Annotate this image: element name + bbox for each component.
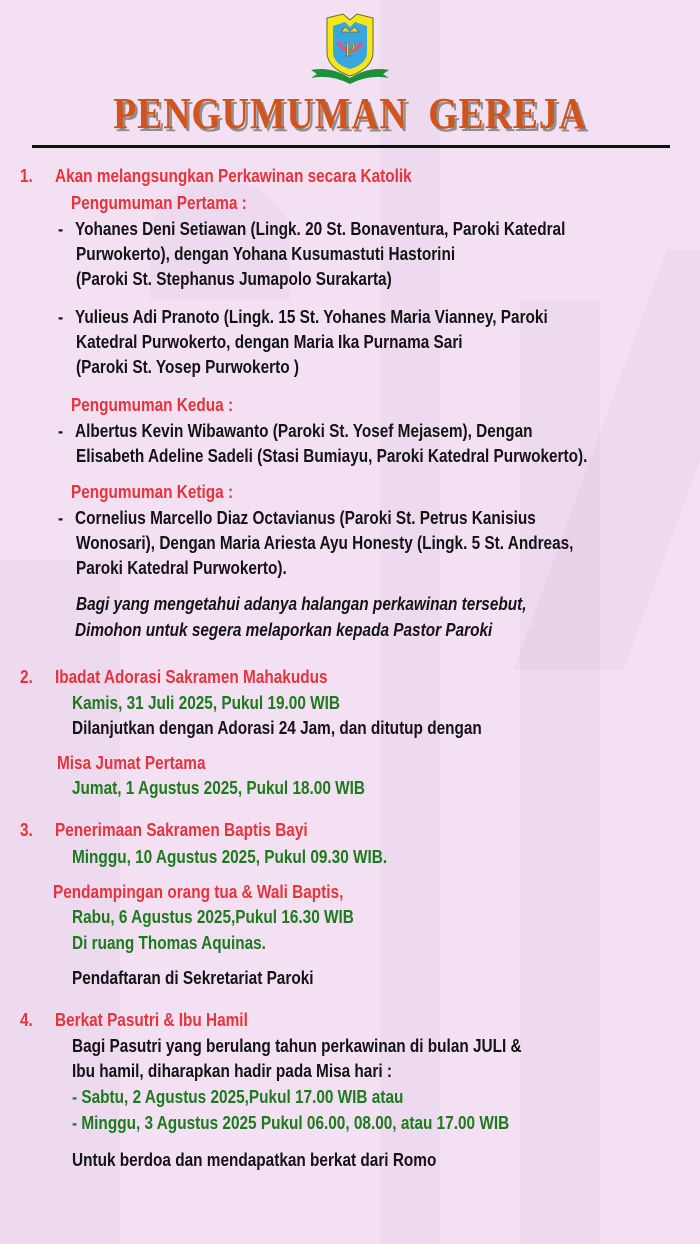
entry-line: Yulieus Adi Pranoto (Lingk. 15 St. Yohanes Maria Vianney, Paroki <box>75 306 548 327</box>
section-heading: Ibadat Adorasi Sakramen Mahakudus <box>55 666 328 687</box>
sub-schedule: Rabu, 6 Agustus 2025,Pukul 16.30 WIB <box>72 906 354 927</box>
entry-line: (Paroki St. Stephanus Jumapolo Surakarta) <box>76 268 392 289</box>
entry-line: Katedral Purwokerto, dengan Maria Ika Purnama Sari <box>76 331 463 352</box>
sub-location: Di ruang Thomas Aquinas. <box>72 932 266 953</box>
section-heading: Penerimaan Sakramen Baptis Bayi <box>55 819 308 840</box>
registration-note: Pendaftaran di Sekretariat Paroki <box>72 967 314 988</box>
entry-line: Wonosari), Dengan Maria Ariesta Ayu Honesty (Lingk. 5 St. Andreas, <box>76 532 574 553</box>
schedule: Minggu, 10 Agustus 2025, Pukul 09.30 WIB. <box>72 846 388 867</box>
announcement-label: Pengumuman Ketiga : <box>71 481 234 502</box>
entry-line: Paroki Katedral Purwokerto). <box>76 557 287 578</box>
entry-line: Cornelius Marcello Diaz Octavianus (Paroki St. Petrus Kanisius <box>75 507 536 528</box>
schedule: - Minggu, 3 Agustus 2025 Pukul 06.00, 08.00, atau 17.00 WIB <box>72 1112 510 1133</box>
entry-line: Purwokerto), dengan Yohana Kusumastuti Hastorini <box>76 243 456 264</box>
bullet: - <box>58 218 64 239</box>
section-heading: Akan melangsungkan Perkawinan secara Katolik <box>55 165 412 186</box>
schedule: Kamis, 31 Juli 2025, Pukul 19.00 WIB <box>72 692 340 713</box>
objection-note: Bagi yang mengetahui adanya halangan perkawinan tersebut, <box>76 593 527 614</box>
bullet: - <box>58 420 64 441</box>
sub-schedule: Jumat, 1 Agustus 2025, Pukul 18.00 WIB <box>72 777 365 798</box>
section-number: 2. <box>20 666 33 687</box>
sub-heading: Misa Jumat Pertama <box>57 752 206 773</box>
announcement-label: Pengumuman Pertama : <box>71 192 247 213</box>
closing-note: Untuk berdoa dan mendapatkan berkat dari Romo <box>72 1149 437 1170</box>
entry-line: Yohanes Deni Setiawan (Lingk. 20 St. Bonaventura, Paroki Katedral <box>75 218 566 239</box>
section-heading: Berkat Pasutri & Ibu Hamil <box>55 1009 248 1030</box>
title-divider <box>32 145 670 148</box>
detail: Dilanjutkan dengan Adorasi 24 Jam, dan ditutup dengan <box>72 717 482 738</box>
objection-note: Dimohon untuk segera melaporkan kepada Pastor Paroki <box>75 619 493 640</box>
entry-line: (Paroki St. Yosep Purwokerto ) <box>76 356 299 377</box>
svg-text:P: P <box>344 39 356 61</box>
section-number: 4. <box>20 1009 33 1030</box>
detail: Bagi Pasutri yang berulang tahun perkawinan di bulan JULI & <box>72 1035 522 1056</box>
bullet: - <box>58 507 64 528</box>
announcement-label: Pengumuman Kedua : <box>71 394 234 415</box>
page-title: PENGUMUMAN GEREJA <box>113 89 587 138</box>
sub-heading: Pendampingan orang tua & Wali Baptis, <box>53 881 344 902</box>
entry-line: Elisabeth Adeline Sadeli (Stasi Bumiayu, Paroki Katedral Purwokerto). <box>76 445 588 466</box>
section-number: 1. <box>20 165 33 186</box>
schedule: - Sabtu, 2 Agustus 2025,Pukul 17.00 WIB atau <box>72 1086 404 1107</box>
section-number: 3. <box>20 819 33 840</box>
detail: Ibu hamil, diharapkan hadir pada Misa hari : <box>72 1060 392 1081</box>
bullet: - <box>58 306 64 327</box>
entry-line: Albertus Kevin Wibawanto (Paroki St. Yosef Mejasem), Dengan <box>75 420 533 441</box>
parish-crest-logo-icon <box>305 12 395 84</box>
